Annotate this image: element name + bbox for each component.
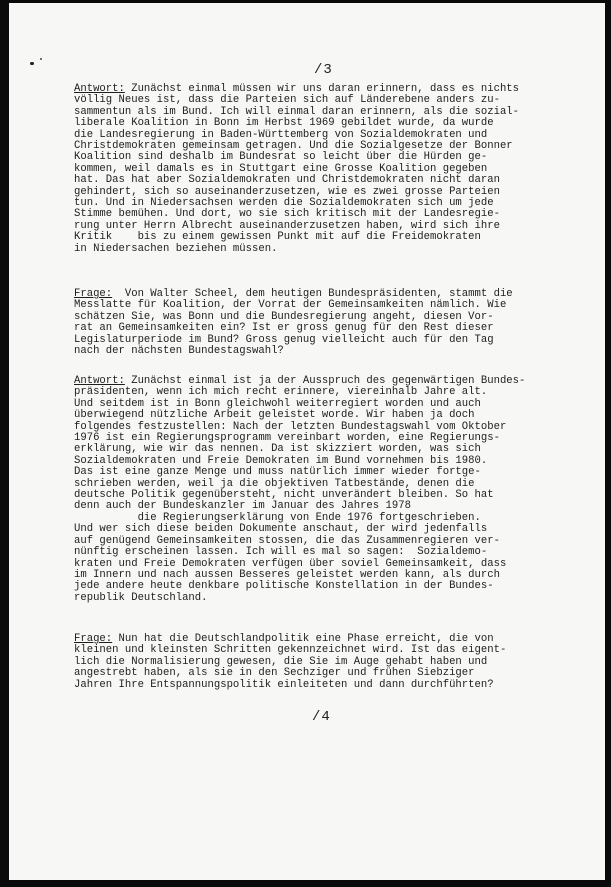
text-line: Zunächst einmal ist ja der Ausspruch des gegenwärtigen Bundes- (124, 375, 526, 387)
text-line: sammentun als im Bund. Ich will einmal daran erinnern, als die sozial- (74, 105, 520, 118)
text-line: kommen, weil damals es in Stuttgart eine Grosse Koalition gegeben (74, 162, 488, 175)
text-line: deutsche Politik gegenübersteht, nicht unverändert bleiben. So hat (74, 489, 494, 502)
text-line: liberale Koalition in Bonn im Herbst 1969 gebildet wurde, da wurde (74, 117, 494, 130)
text-line: Stimme bemühen. Und dort, wo sie sich kritisch mit der Landesregie- (74, 208, 500, 221)
text-line: Das ist eine ganze Menge und muss natürlich immer wieder fortge- (74, 466, 481, 479)
text-line: tun. Und in Niedersachsen werden die Sozialdemokraten sich um jede (74, 197, 494, 210)
text-line: Zunächst einmal müssen wir uns daran erinnern, dass es nichts (124, 83, 520, 95)
text-line: kraten und Freie Demokraten verfügen über soviel Gemeinsamkeit, dass (74, 557, 507, 570)
speaker-label: Antwort: (74, 83, 125, 95)
text-line: rung unter Herrn Albrecht auseinanderzusetzen haben, wird sich ihre (74, 219, 500, 232)
page-number-bottom: /4 (312, 709, 331, 725)
text-line: schätzen Sie, was Bonn und die Bundesregierung angeht, diesen Vor- (74, 310, 494, 323)
text-line: folgendes festzustellen: Nach der letzten Bundestagswahl vom Oktober (74, 420, 507, 433)
text-line: jede andere heute denkbare politische Konstellation in der Bundes- (74, 580, 494, 593)
text-line: hat. Das hat aber Sozialdemokraten und Christdemokraten nicht daran (74, 174, 500, 187)
scan-speck (30, 62, 34, 65)
text-line: Kritik bis zu einem gewissen Punkt mit auf die Freidemokraten (74, 231, 481, 244)
scan-border-left (0, 0, 9, 887)
text-line: denn auch der Bundeskanzler im Januar des Jahres 1978 (74, 500, 411, 513)
text-line: präsidenten, wenn ich mich recht erinnere, viereinhalb Jahre alt. (74, 386, 488, 399)
page-number-top: /3 (314, 62, 333, 78)
text-line: gehindert, sich so auseinanderzusetzen, wie es zwei grosse Parteien (74, 185, 500, 198)
text-line: Legislaturperiode im Bund? Gross genug vielleicht auch für den Tag (74, 333, 494, 346)
text-line: angestrebt haben, als sie in den Sechziger und frühen Siebziger (74, 667, 475, 680)
text-line: Sozialdemokraten und Freie Demokraten im Bund vornehmen bis 1980. (74, 454, 488, 467)
answer-block-1 (74, 84, 604, 255)
text-line: republik Deutschland. (74, 591, 208, 604)
text-line: die Landesregierung in Baden-Württemberg von Sozialdemokraten und (74, 128, 488, 141)
scan-border-right (605, 0, 611, 887)
text-line: im Innern und nach aussen Besseres geleistet werden kann, als durch (74, 568, 500, 581)
scan-border-bottom (0, 880, 611, 887)
text-line: schrieben werden, weil ja die objektiven Tatbestände, denen die (74, 477, 475, 490)
text-line: nünftig erscheinen lassen. Ich will es mal so sagen: Sozialdemo- (74, 546, 488, 559)
question-block-1 (74, 289, 604, 357)
question-block-2 (74, 634, 604, 691)
scan-border-top (0, 0, 611, 3)
answer-block-2 (74, 376, 604, 604)
text-line: Nun hat die Deutschlandpolitik eine Phase erreicht, die von (112, 633, 494, 645)
text-line: erklärung, wie wir das nennen. Da ist skizziert worden, was sich (74, 443, 481, 456)
text-line: Und seitdem ist in Bonn gleichwohl weiterregiert worden und auch (74, 397, 481, 410)
text-line: Und wer sich diese beiden Dokumente anschaut, der wird jedenfalls (74, 523, 488, 536)
scan-speck (40, 58, 42, 60)
speaker-label: Frage: (74, 288, 113, 300)
text-line: überwiegend nützliche Arbeit geleistet worde. Wir haben ja doch (74, 409, 475, 422)
speaker-label: Antwort: (74, 375, 125, 387)
text-line: rat an Gemeinsamkeiten ein? Ist er gross genug für den Rest dieser (74, 322, 494, 335)
speaker-label: Frage: (74, 633, 113, 645)
text-line: Jahren Ihre Entspannungspolitik einleiteten und dann durchführten? (74, 678, 494, 691)
text-line: Messlatte für Koalition, der Vorrat der Gemeinsamkeiten nämlich. Wie (74, 299, 507, 312)
text-line: 1976 ist ein Regierungsprogramm vereinbart worden, eine Regierungs- (74, 432, 500, 445)
text-line: kleinen und kleinsten Schritten gekennzeichnet wird. Ist das eigent- (74, 644, 507, 657)
text-line: nach der nächsten Bundestagswahl? (74, 345, 284, 358)
text-line: Christdemokraten gemeinsam getragen. Und die Sozialgesetze der Bonner (74, 140, 513, 153)
text-line: Von Walter Scheel, dem heutigen Bundespräsidenten, stammt die (112, 288, 513, 300)
text-line: völlig Neues ist, dass die Parteien sich auf Länderebene anders zu- (74, 94, 500, 107)
text-line: in Niedersachen beziehen müssen. (74, 242, 278, 255)
text-line: auf genügend Gemeinsamkeiten stossen, die das Zusammenregieren ver- (74, 534, 500, 547)
text-line: Koalition sind deshalb im Bundesrat so leicht über die Hürden ge- (74, 151, 488, 164)
text-line: lich die Normalisierung gewesen, die Sie im Auge gehabt haben und (74, 655, 488, 668)
text-line: die Regierungserklärung von Ende 1976 fortgeschrieben. (74, 511, 481, 524)
